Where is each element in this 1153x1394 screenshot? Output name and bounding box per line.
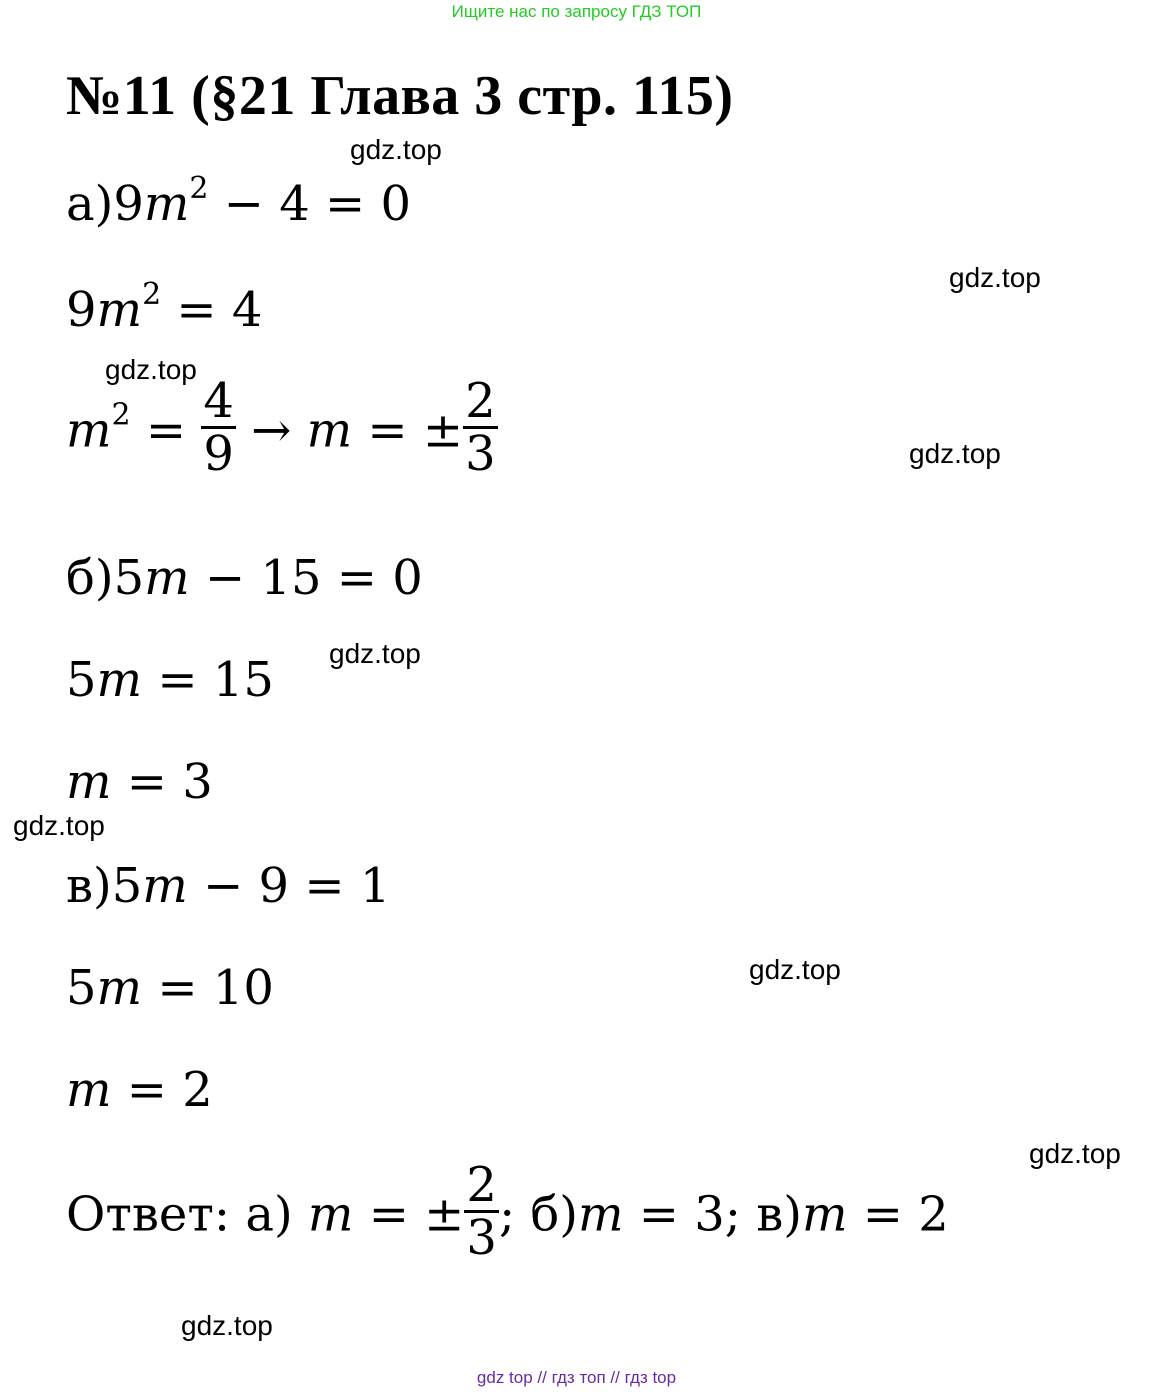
equation-c-3: m = 2: [66, 1062, 213, 1118]
equation-b-1: б)5m − 15 = 0: [66, 550, 423, 606]
equation-b-2: 5m = 15: [66, 652, 274, 708]
fraction: $\frac{2}{3}$: [465, 373, 496, 483]
search-banner: Ищите нас по запросу ГДЗ ТОП: [451, 2, 702, 21]
watermark: gdz.top: [329, 638, 421, 669]
watermark: gdz.top: [909, 438, 1001, 469]
watermark: gdz.top: [949, 262, 1041, 293]
watermark: gdz.top: [350, 134, 442, 165]
fraction: $\frac{4}{9}$: [203, 373, 234, 483]
watermark: gdz.top: [181, 1310, 273, 1341]
watermark: gdz.top: [1029, 1138, 1121, 1169]
equation-c-1: в)5m − 9 = 1: [66, 858, 391, 914]
equation-a-3: $m^2$ = $\frac{4}{9}$ → m = ± $\frac{2}{3}$: [66, 373, 496, 483]
equation-c-2: 5m = 10: [66, 960, 274, 1016]
page-title: №11 (§21 Глава 3 стр. 115): [66, 65, 734, 127]
equation-a-1: $а)9m^2 - 4 = 0$: [66, 171, 412, 232]
equation-a-2: $9m^2 = 4$: [66, 277, 263, 338]
answer-line: Ответ: а) m = ± $\frac{2}{3}$ ; б)m = 3; в)m = 2: [66, 1157, 949, 1267]
watermark: gdz.top: [105, 354, 197, 385]
equation-b-3: m = 3: [66, 754, 213, 810]
watermark: gdz.top: [13, 810, 105, 841]
watermark: gdz.top: [749, 954, 841, 985]
footer-links: gdz top // гдз топ // гдз top: [476, 1368, 677, 1387]
fraction: $\frac{2}{3}$: [466, 1157, 497, 1267]
